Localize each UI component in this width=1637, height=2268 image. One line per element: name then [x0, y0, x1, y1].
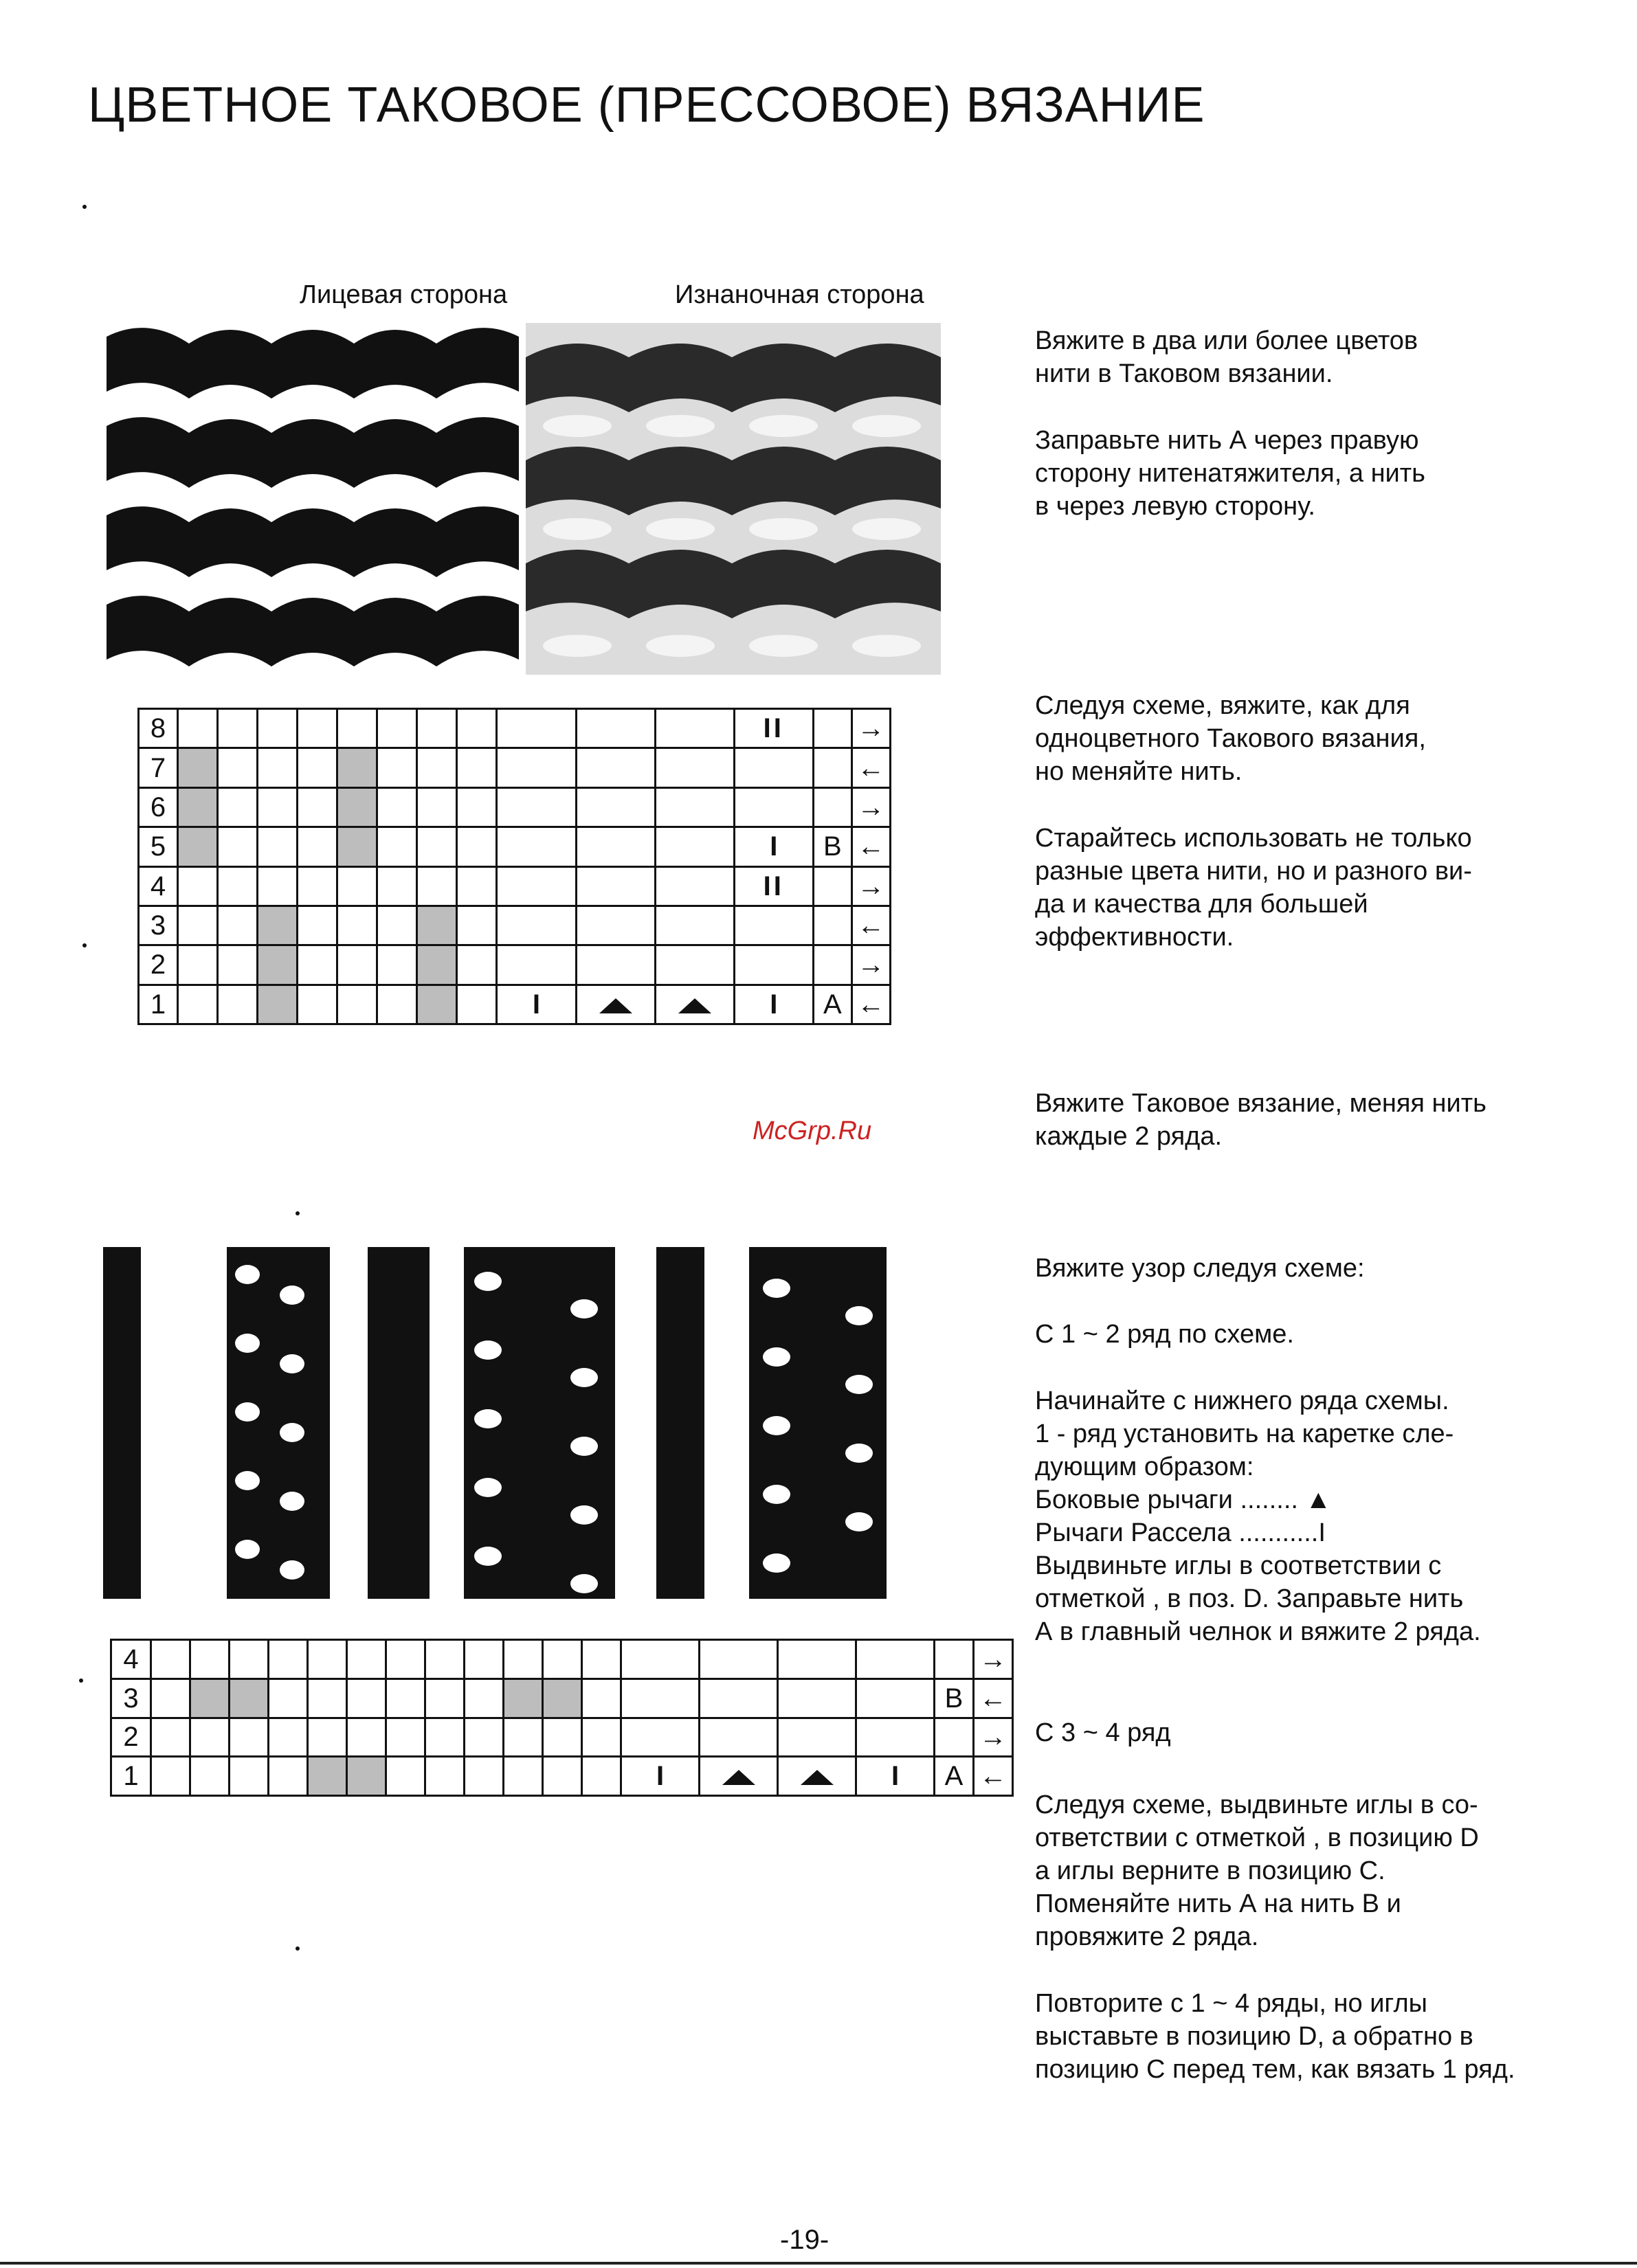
row-number: 5 — [139, 827, 178, 866]
needle-mark — [417, 906, 457, 945]
chart-symbol-double-bar: II — [734, 709, 813, 748]
speck — [79, 1678, 83, 1683]
row-arrow: ← — [974, 1757, 1013, 1796]
needle-mark — [230, 1678, 269, 1718]
paragraph: Заправьте нить А через правую сторону нитенатяжителя, а нить в через левую сторону. — [1035, 426, 1425, 521]
chart-symbol-bar: I — [734, 985, 813, 1024]
yarn-letter: В — [935, 1678, 974, 1718]
triangle-icon — [655, 985, 734, 1024]
triangle-icon — [576, 985, 655, 1024]
row-number: 4 — [139, 866, 178, 906]
paragraph: Повторите с 1 ~ 4 ряды, но иглы выставьте в позицию D, а обратно в позицию С перед тем, как вязать 1 ряд. — [1035, 1989, 1515, 2084]
needle-mark — [308, 1757, 347, 1796]
needle-mark — [258, 985, 298, 1024]
speck — [296, 1211, 300, 1215]
needle-mark — [337, 827, 377, 866]
needle-mark — [417, 985, 457, 1024]
needle-mark — [178, 787, 218, 827]
caption-face-side: Лицевая сторона — [300, 280, 508, 309]
row-arrow: ← — [851, 906, 890, 945]
paragraph: Вяжите Таковое вязание, меняя нить каждые 2 ряда. — [1035, 1089, 1486, 1151]
row-number: 1 — [111, 1757, 151, 1796]
paragraph: С 1 ~ 2 ряд по схеме. — [1035, 1320, 1294, 1349]
row-number: 2 — [111, 1718, 151, 1757]
chart-symbol-bar: I — [734, 827, 813, 866]
row-number: 6 — [139, 787, 178, 827]
paragraph: Старайтесь использовать не только разные цвета нити, но и разного ви- да и качества для большей эффективности. — [1035, 824, 1472, 952]
row-arrow: → — [974, 1640, 1013, 1679]
speck — [82, 205, 87, 209]
page-bottom-rule — [0, 2262, 1637, 2265]
paragraph: Следуя схеме, вяжите, как для одноцветного Такового вязания, но меняйте нить. — [1035, 691, 1426, 786]
needle-mark — [543, 1678, 582, 1718]
needle-mark — [258, 945, 298, 985]
row-number: 3 — [111, 1678, 151, 1718]
needle-mark — [190, 1678, 230, 1718]
paragraph: Начинайте с нижнего ряда схемы. 1 - ряд установить на каретке сле- дующим образом: Боковые рычаги ........ ▲ Рычаги Рассела ...........I Выдвиньте иглы в соответствии с отметкой , в поз. D. Заправьте нить А в главный челнок и вяжите 2 ряда. — [1035, 1386, 1481, 1646]
needle-mark — [178, 748, 218, 787]
paragraph: Вяжите в два или более цветов нити в Таковом вязании. — [1035, 326, 1418, 388]
row-arrow: ← — [851, 827, 890, 866]
needle-mark — [504, 1678, 543, 1718]
chart-symbol-bar: I — [856, 1757, 935, 1796]
row-arrow: → — [851, 945, 890, 985]
watermark: McGrp.Ru — [753, 1116, 872, 1145]
triangle-icon — [700, 1757, 778, 1796]
row-number: 7 — [139, 748, 178, 787]
speck — [82, 943, 87, 947]
row-arrow: ← — [851, 985, 890, 1024]
yarn-letter: А — [813, 985, 851, 1024]
speck — [296, 1946, 300, 1951]
row-number: 1 — [139, 985, 178, 1024]
page-title: ЦВЕТНОЕ ТАКОВОЕ (ПРЕССОВОЕ) ВЯЗАНИЕ — [88, 78, 1205, 133]
yarn-letter: А — [935, 1757, 974, 1796]
needle-mark — [337, 787, 377, 827]
row-arrow: → — [974, 1718, 1013, 1757]
row-arrow: → — [851, 709, 890, 748]
knitting-chart-2 — [110, 1639, 1014, 1797]
row-number: 3 — [139, 906, 178, 945]
row-arrow: ← — [851, 748, 890, 787]
knit-photo-face-side — [107, 323, 519, 675]
caption-back-side: Изнаночная сторона — [675, 280, 924, 309]
needle-mark — [178, 827, 218, 866]
chart-symbol-bar: I — [621, 1757, 700, 1796]
page-number: -19- — [780, 2225, 829, 2255]
yarn-letter: В — [813, 827, 851, 866]
chart-symbol-double-bar: II — [734, 866, 813, 906]
chart-symbol-bar: I — [497, 985, 576, 1024]
row-number: 4 — [111, 1640, 151, 1679]
paragraph: Следуя схеме, выдвиньте иглы в со- ответствии с отметкой , в позицию D а иглы верните в позицию С. Поменяйте нить А на нить В и провяжите 2 ряда. — [1035, 1790, 1479, 1951]
needle-mark — [347, 1757, 386, 1796]
row-arrow: → — [851, 866, 890, 906]
needle-mark — [258, 906, 298, 945]
needle-mark — [417, 945, 457, 985]
knit-photo-back-side — [526, 323, 941, 675]
row-arrow: → — [851, 787, 890, 827]
triangle-icon — [778, 1757, 856, 1796]
row-number: 2 — [139, 945, 178, 985]
needle-mark — [337, 748, 377, 787]
paragraph: Вяжите узор следуя схеме: — [1035, 1254, 1365, 1283]
row-arrow: ← — [974, 1678, 1013, 1718]
row-number: 8 — [139, 709, 178, 748]
knit-photo-striped — [103, 1247, 935, 1599]
paragraph: С 3 ~ 4 ряд — [1035, 1718, 1171, 1747]
knitting-chart-1 — [137, 708, 891, 1025]
